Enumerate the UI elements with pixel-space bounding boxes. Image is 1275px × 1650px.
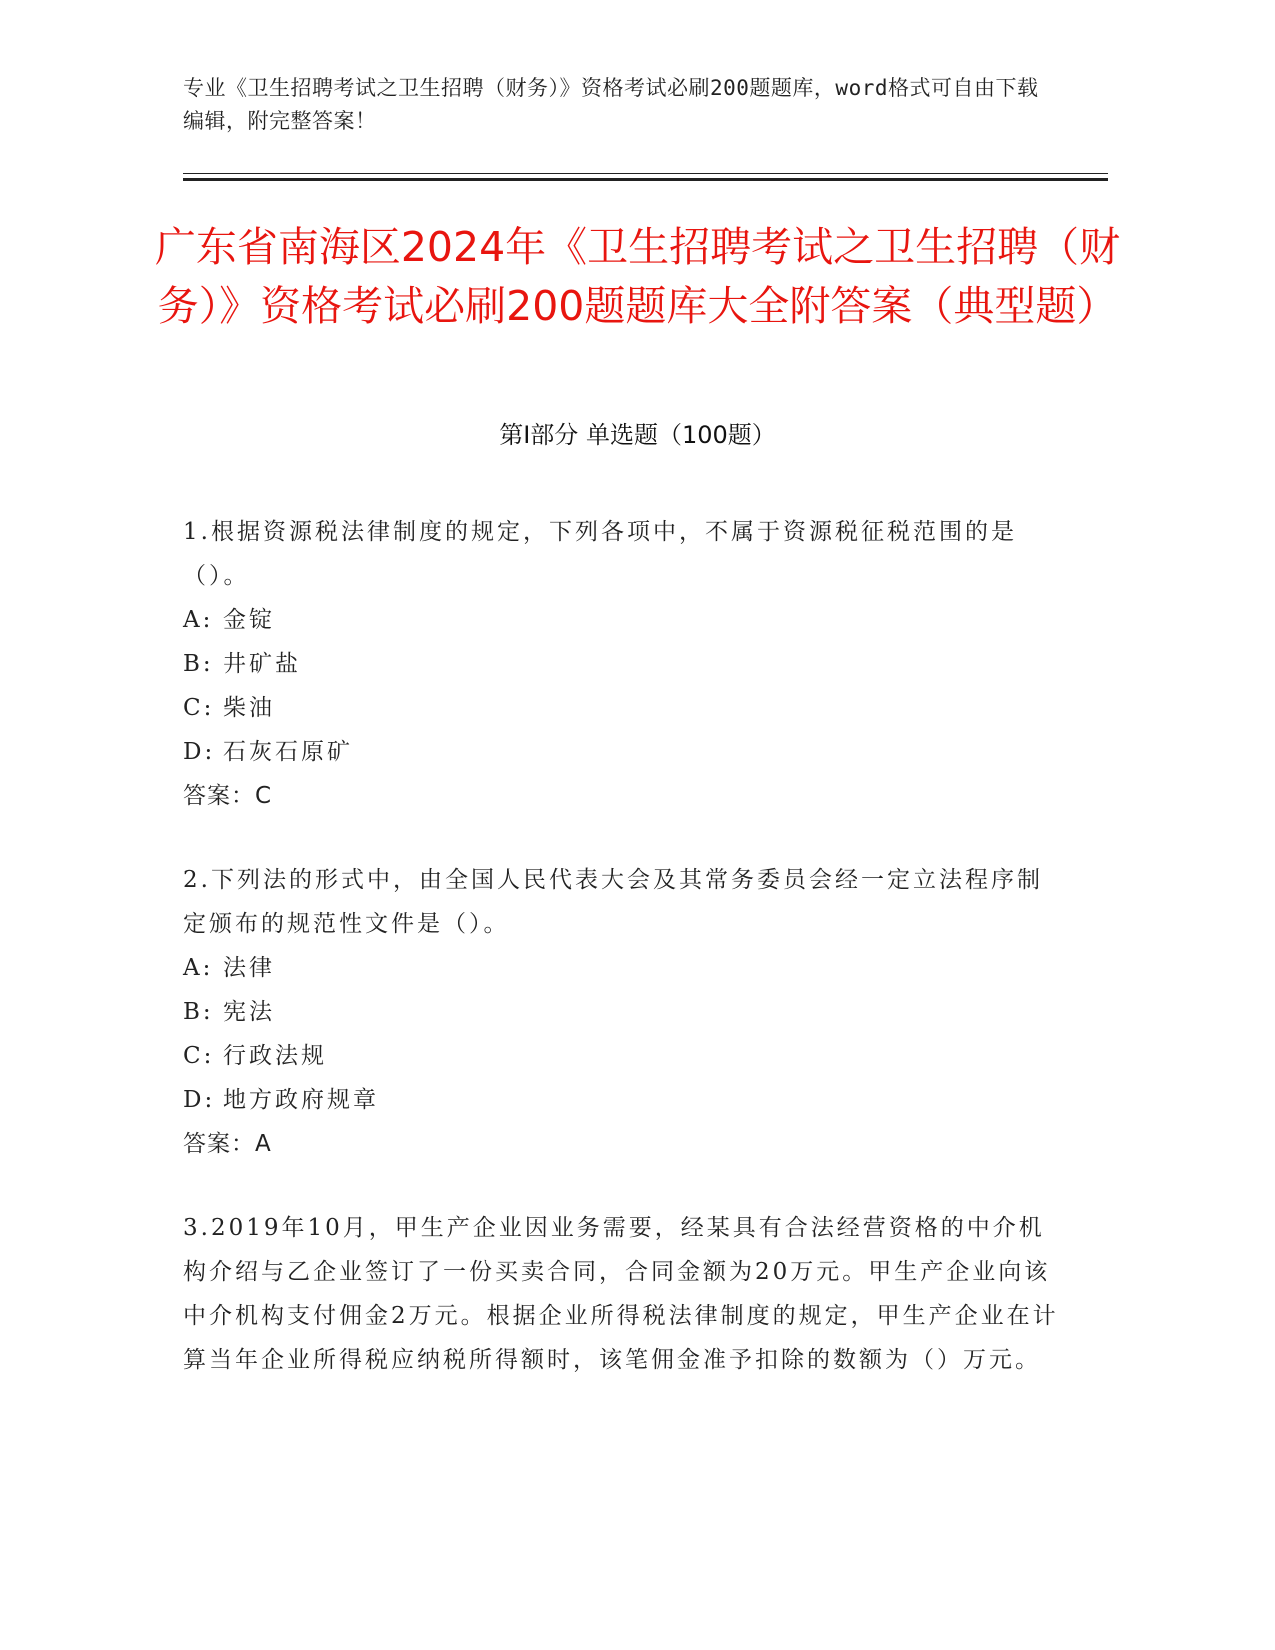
option-letter: B: <box>183 651 214 677</box>
option-text: 井矿盐 <box>223 651 301 677</box>
option-text: 柴油 <box>223 695 275 721</box>
option-text: 宪法 <box>223 999 275 1025</box>
header-divider-thick <box>183 178 1108 181</box>
option-b <box>183 990 1063 1034</box>
option-d <box>183 730 1063 774</box>
answer: 答案：A <box>183 1131 272 1157</box>
option-letter: B: <box>183 999 214 1025</box>
header-divider-thin <box>183 173 1108 174</box>
option-letter: C: <box>183 695 215 721</box>
option-letter: A: <box>183 955 214 981</box>
answer: 答案：C <box>183 783 273 809</box>
header-note: 专业《卫生招聘考试之卫生招聘（财务）》资格考试必刷200题题库，word格式可自由下载编辑，附完整答案！ <box>183 76 1039 133</box>
option-a <box>183 946 1063 990</box>
question-list <box>183 510 1063 1422</box>
question-1 <box>183 510 1063 818</box>
option-d <box>183 1078 1063 1122</box>
question-stem: 2.下列法的形式中，由全国人民代表大会及其常务委员会经一定立法程序制定颁布的规范性文件是（）。 <box>183 867 1043 937</box>
option-a <box>183 598 1063 642</box>
option-c <box>183 686 1063 730</box>
option-text: 石灰石原矿 <box>223 739 353 765</box>
question-stem: 1.根据资源税法律制度的规定，下列各项中，不属于资源税征税范围的是（）。 <box>183 519 1017 589</box>
option-text: 法律 <box>223 955 275 981</box>
question-stem: 3.2019年10月，甲生产企业因业务需要，经某具有合法经营资格的中介机构介绍与乙企业签订了一份买卖合同，合同金额为20万元。甲生产企业向该中介机构支付佣金2万元。根据企业所得税法律制度的规定，甲生产企业在计算当年企业所得税应纳税所得额时，该笔佣金准予扣除的数额为（）万元。 <box>183 1215 1059 1373</box>
question-3 <box>183 1206 1063 1382</box>
option-text: 金锭 <box>223 607 275 633</box>
option-text: 地方政府规章 <box>223 1087 379 1113</box>
option-text: 行政法规 <box>223 1043 327 1069</box>
option-c <box>183 1034 1063 1078</box>
part-heading: 第Ⅰ部分 单选题（100题） <box>499 421 776 449</box>
question-2 <box>183 858 1063 1166</box>
option-letter: D: <box>183 1087 216 1113</box>
option-b <box>183 642 1063 686</box>
option-letter: D: <box>183 739 216 765</box>
document-title: 广东省南海区2024年《卫生招聘考试之卫生招聘（财务）》资格考试必刷200题题库大全附答案（典型题） <box>154 223 1121 330</box>
option-letter: A: <box>183 607 214 633</box>
option-letter: C: <box>183 1043 215 1069</box>
